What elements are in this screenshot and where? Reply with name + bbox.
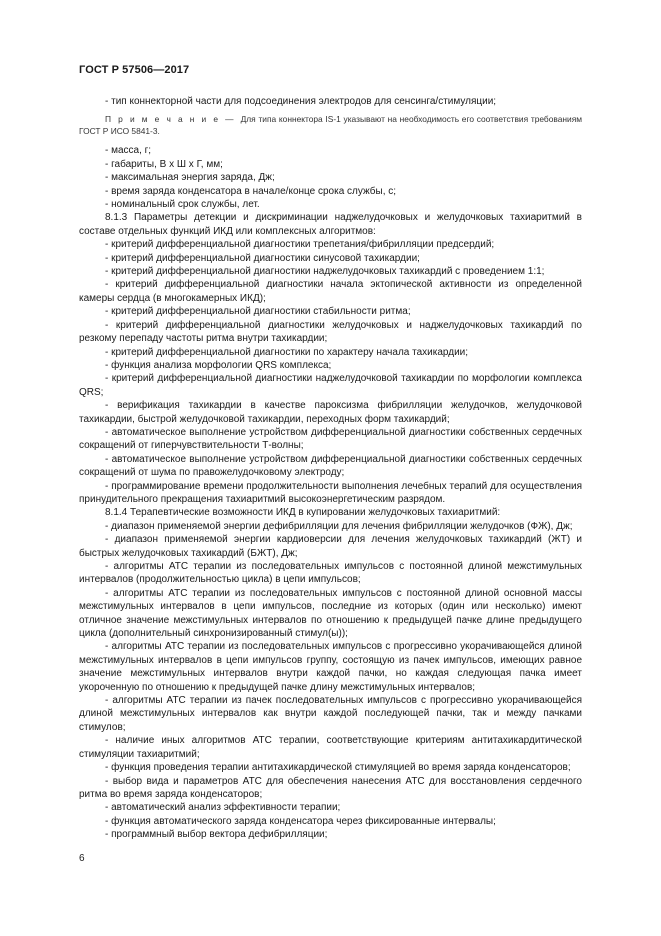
standard-header: ГОСТ Р 57506—2017 [79, 64, 190, 76]
document-body [79, 95, 582, 842]
list-item: - критерий дифференциальной диагностики наджелудочковых тахикардий с проведением 1:1; [105, 266, 545, 278]
list-item: - критерий дифференциальной диагностики стабильности ритма; [105, 306, 411, 318]
list-item: - масса, г; [105, 145, 152, 157]
list-item: - программный выбор вектора дефибрилляции; [105, 829, 328, 841]
list-item: - критерий дифференциальной диагностики трепетания/фибрилляции предсердий; [105, 239, 495, 251]
list-item: - алгоритмы АТС терапии из пачек последовательных импульсов с прогрессивно укорачивающейся длиной межстимульных интервалов как внутри каждой последующей пачки, так и между пачками стимулов; [79, 695, 582, 733]
list-item: - автоматическое выполнение устройством дифференциальной диагностики собственных сердечных сокращений от шума по правожелудочковому электроду; [79, 453, 582, 479]
section-heading: 8.1.4 Терапевтические возможности ИКД в купировании желудочковых тахиаритмий: [105, 507, 501, 519]
list-item: - критерий дифференциальной диагностики синусовой тахикардии; [105, 252, 420, 264]
list-item: - алгоритмы АТС терапии из последовательных импульсов с прогрессивно укорачивающейся длиной межстимульных интервалов в цепи импульсов группу, состоящую из пачек импульсов, имеющих равное значение межстимульных интервалов внутри каждой пачки, но каждая следующая пачка имеет укороченную по отношению к предыдущей пачке длину межстимульных интервалов; [79, 641, 582, 693]
list-item: - диапазон применяемой энергии кардиоверсии для лечения желудочковых тахикардий (ЖТ) и быстрых желудочковых тахикардий (БЖТ), Дж; [79, 534, 582, 559]
list-item: - габариты, В х Ш х Г, мм; [105, 158, 223, 170]
list-item: - автоматический анализ эффективности терапии; [105, 802, 341, 814]
list-item: - наличие иных алгоритмов АТС терапии, соответствующие критериям антитахикардитической стимуляции тахиаритмий; [79, 735, 582, 760]
list-item: - критерий дифференциальной диагностики желудочковых и наджелудочковых тахикардий по резкому перепаду частоты ритма внутри тахикардии; [79, 319, 582, 345]
list-item: - выбор вида и параметров АТС для обеспечения нанесения АТС для восстановления сердечного ритма во время заряда конденсаторов; [79, 775, 582, 800]
list-item: - автоматическое выполнение устройством дифференциальной диагностики собственных сердечных сокращений от гиперчувствительности Т-волны; [79, 426, 582, 452]
list-item: - программирование времени продолжительности выполнения лечебных терапий для осуществления принудительного прекращения тахиаритмий высокоэнергетическим разрядом. [79, 480, 582, 505]
section-heading: 8.1.3 Параметры детекции и дискриминации наджелудочковых и желудочковых тахиаритмий в составе отдельных функций ИКД или комплексных алгоритмов: [79, 212, 582, 237]
list-item: - алгоритмы АТС терапии из последовательных импульсов с постоянной длиной основной массы межстимульных интервалов в цепи импульсов, последние из которых (один или несколько) имеют отличное значение межстимульных интервалов по отношению к предыдущей пачке длине предыдущего цикла (дополнительный синхронизированный стимул(ы)); [79, 587, 582, 640]
list-item: - диапазон применяемой энергии дефибрилляции для лечения фибрилляции желудочков (ФЖ), Дж; [105, 520, 573, 532]
list-item: - алгоритмы АТС терапии из последовательных импульсов с постоянной длиной межстимульных интервалов (продолжительностью цикла) в цепи импульсов; [79, 561, 582, 586]
list-item: - верификация тахикардии в качестве пароксизма фибрилляции желудочков, желудочковой тахикардии, быстрой желудочковой тахикардии, переходных форм тахикардий; [79, 400, 582, 425]
list-item: - критерий дифференциальной диагностики по характеру начала тахикардии; [105, 346, 469, 358]
note-label: П р и м е ч а н и е — [105, 114, 241, 125]
list-item: - максимальная энергия заряда, Дж; [105, 172, 275, 184]
list-item: - функция анализа морфологии QRS комплекса; [105, 359, 332, 371]
list-item: - критерий дифференциальной диагностики наджелудочковой тахикардии по морфологии комплекса QRS; [79, 373, 582, 398]
list-item: - номинальный срок службы, лет. [105, 199, 260, 211]
list-item: - функция проведения терапии антитахикардической стимуляцией во время заряда конденсаторов; [105, 762, 571, 774]
list-item: - функция автоматического заряда конденсатора через фиксированные интервалы; [105, 815, 496, 827]
note-paragraph [79, 113, 582, 137]
note-text: Для типа коннектора IS-1 указывают на необходимость его соответствия требованиям ГОСТ Р ИСО 5841-3. [79, 114, 582, 137]
list-item: - время заряда конденсатора в начале/конце срока службы, с; [105, 185, 397, 197]
list-item: - критерий дифференциальной диагностики начала эктопической активности из определенной камеры сердца (в многокамерных ИКД); [79, 279, 582, 304]
list-item: - тип коннекторной части для подсоединения электродов для сенсинга/стимуляции; [105, 96, 497, 107]
page-number: 6 [79, 853, 85, 864]
